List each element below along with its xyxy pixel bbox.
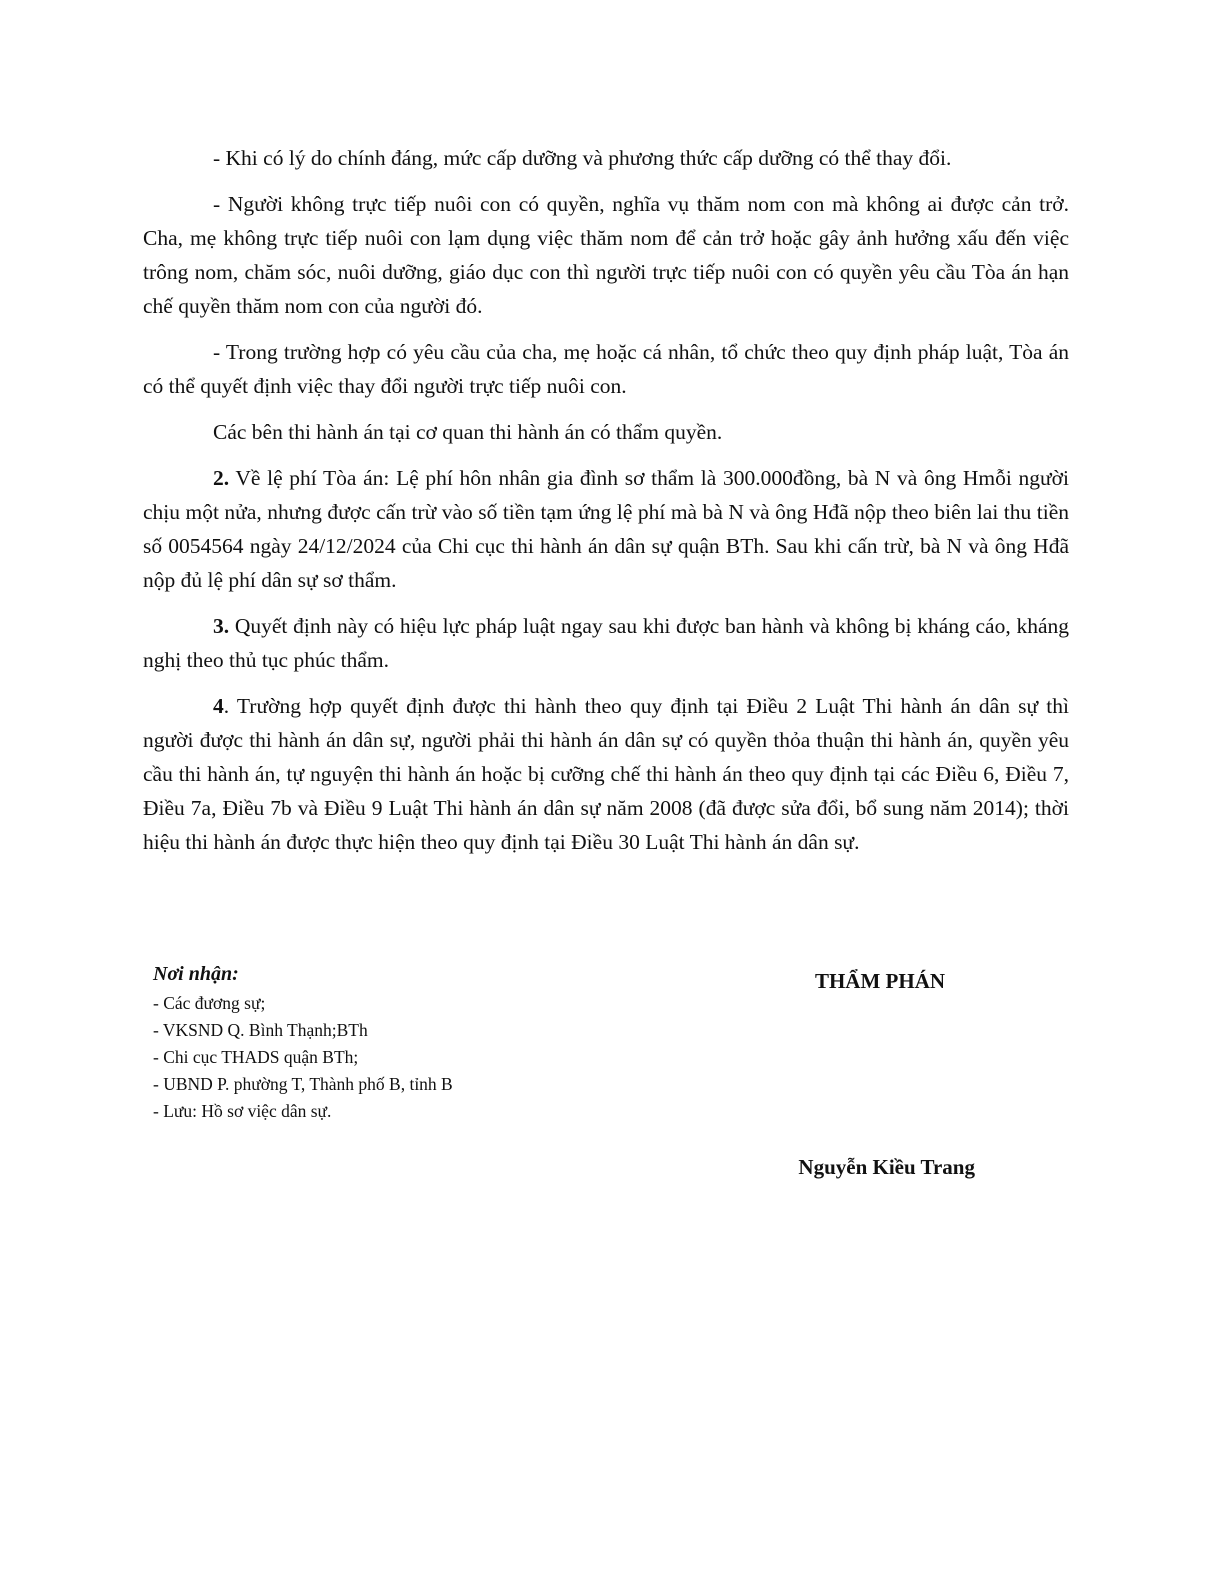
recipient-item: - UBND P. phường T, Thành phố B, tỉnh B (153, 1074, 453, 1094)
paragraph-text: - Người không trực tiếp nuôi con có quyền, nghĩa vụ thăm nom con mà không ai được cản trở. Cha, mẹ không trực tiếp nuôi con lạm dụng việc thăm nom để cản trở hoặc gây ảnh hưởng xấu đến việc trông nom, chăm sóc, nuôi dưỡng, giáo dục con thì người trực tiếp nuôi con có quyền yêu cầu Tòa án hạn chế quyền thăm nom con của người đó. (143, 192, 1069, 318)
paragraph-text: Về lệ phí Tòa án: Lệ phí hôn nhân gia đình sơ thẩm là 300.000đồng, bà N và ông Hmỗi người chịu một nửa, nhưng được cấn trừ vào số tiền tạm ứng lệ phí mà bà N và ông Hđã nộp theo biên lai thu tiền số 0054564 ngày 24/12/2024 của Chi cục thi hành án dân sự quận BTh. Sau khi cấn trừ, bà N và ông Hđã nộp đủ lệ phí dân sự sơ thẩm. (143, 466, 1069, 592)
paragraph-number: 4 (213, 694, 224, 718)
paragraph-execution-law (143, 689, 1069, 859)
recipients-block (153, 960, 673, 1125)
recipients-heading: Nơi nhận: (153, 963, 239, 985)
paragraph-support-change (143, 141, 1069, 175)
paragraph-number: 3. (213, 614, 230, 638)
signer-name: Nguyễn Kiều Trang (798, 1155, 975, 1179)
paragraph-text: . Trường hợp quyết định được thi hành theo quy định tại Điều 2 Luật Thi hành án dân sự thì người được thi hành án dân sự, người phải thi hành án dân sự có quyền thỏa thuận thi hành án, quyền yêu cầu thi hành án, tự nguyện thi hành án hoặc bị cưỡng chế thi hành án theo quy định tại các Điều 6, Điều 7, Điều 7a, Điều 7b và Điều 9 Luật Thi hành án dân sự năm 2008 (đã được sửa đổi, bổ sung năm 2014); thời hiệu thi hành án được thực hiện theo quy định tại Điều 30 Luật Thi hành án dân sự. (143, 694, 1069, 854)
recipient-item: - VKSND Q. Bình Thạnh;BTh (153, 1020, 368, 1040)
recipient-item: - Chi cục THADS quận BTh; (153, 1047, 359, 1067)
paragraph-enforcement (143, 415, 1069, 449)
paragraph-text: Các bên thi hành án tại cơ quan thi hành án có thẩm quyền. (213, 420, 723, 444)
recipient-item: - Các đương sự; (153, 993, 266, 1013)
paragraph-visitation-rights (143, 187, 1069, 323)
paragraph-legal-effect (143, 609, 1069, 677)
decision-body (143, 141, 1069, 871)
paragraph-text: - Khi có lý do chính đáng, mức cấp dưỡng và phương thức cấp dưỡng có thể thay đổi. (213, 146, 952, 170)
paragraph-text: - Trong trường hợp có yêu cầu của cha, mẹ hoặc cá nhân, tổ chức theo quy định pháp luật, Tòa án có thể quyết định việc thay đổi người trực tiếp nuôi con. (143, 340, 1069, 398)
paragraph-text: Quyết định này có hiệu lực pháp luật ngay sau khi được ban hành và không bị kháng cáo, kháng nghị theo thủ tục phúc thẩm. (143, 614, 1069, 672)
paragraph-number: 2. (213, 466, 230, 490)
paragraph-court-fee (143, 461, 1069, 597)
recipient-item: - Lưu: Hồ sơ việc dân sự. (153, 1101, 332, 1121)
signer-title: THẨM PHÁN (814, 969, 946, 993)
paragraph-custody-change (143, 335, 1069, 403)
